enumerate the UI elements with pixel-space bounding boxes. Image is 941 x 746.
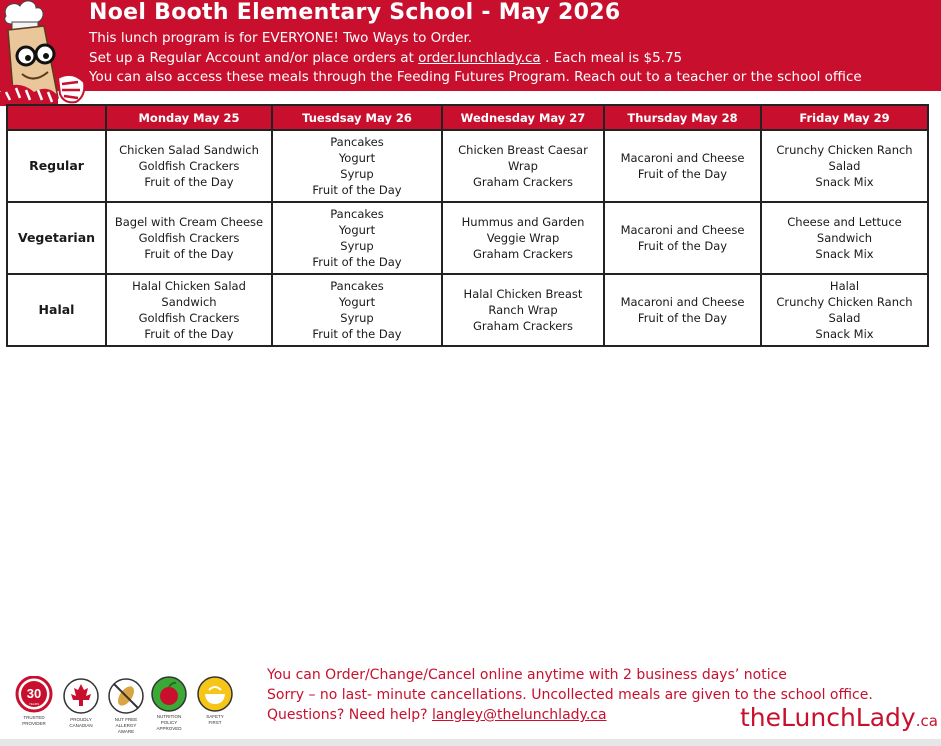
badge-strip <box>14 676 238 740</box>
menu-item: Pancakes <box>330 207 384 221</box>
badge-caption: PROVIDER <box>22 721 46 726</box>
bottom-bar <box>0 739 941 746</box>
menu-item: Hummus and Garden Veggie Wrap <box>461 215 585 245</box>
safety-bowl-icon <box>198 677 232 725</box>
help-email-link[interactable]: langley@thelunchlady.ca <box>431 707 607 723</box>
menu-cell <box>442 274 604 346</box>
menu-cell <box>604 202 761 274</box>
badge-caption: ALLERGY <box>115 723 137 728</box>
badge-caption: PROUDLY <box>70 717 92 722</box>
menu-cell <box>604 274 761 346</box>
menu-header-row <box>7 105 928 130</box>
header-banner <box>0 0 941 91</box>
badge-caption: FIRST <box>208 720 222 725</box>
menu-row-regular <box>7 130 928 202</box>
badge-caption: SAFETY <box>206 714 224 719</box>
order-link[interactable]: order.lunchlady.ca <box>418 50 541 66</box>
menu-item: Snack Mix <box>815 175 874 189</box>
menu-item: Fruit of the Day <box>312 183 402 197</box>
menu-item: Halal Chicken Salad Sandwich <box>132 279 246 309</box>
meal-type-label: Halal <box>7 274 106 346</box>
menu-item: Snack Mix <box>815 327 874 341</box>
page-title: Noel Booth Elementary School - May 2026 <box>89 0 621 25</box>
footer-order-notice: You can Order/Change/Cancel online anytime with 2 business days’ notice <box>267 667 787 683</box>
menu-cell <box>761 130 928 202</box>
badge-caption: CANADIAN <box>69 723 93 728</box>
menu-item: Fruit of the Day <box>637 311 728 325</box>
menu-cell <box>272 130 442 202</box>
menu-item: Goldfish Crackers <box>138 311 240 325</box>
menu-item: Syrup <box>340 239 374 253</box>
footer-help-line <box>267 707 607 723</box>
day-header-cell: Friday May 29 <box>761 105 928 130</box>
apple-icon <box>152 677 186 731</box>
menu-item: Fruit of the Day <box>637 167 728 181</box>
brand-logo <box>740 703 938 732</box>
menu-item: Crunchy Chicken Ranch Salad <box>776 295 913 325</box>
badge-caption: TRUSTED <box>23 715 45 720</box>
order-info-prefix: Set up a Regular Account and/or place orders at <box>89 50 414 66</box>
menu-item: Pancakes <box>330 279 384 293</box>
day-header-cell: Monday May 25 <box>106 105 272 130</box>
menu-cell <box>272 202 442 274</box>
menu-item: Graham Crackers <box>472 247 574 261</box>
menu-item: Snack Mix <box>815 247 874 261</box>
menu-item: Yogurt <box>338 223 376 237</box>
menu-cell <box>442 130 604 202</box>
menu-cell <box>442 202 604 274</box>
no-peanut-icon <box>109 679 143 734</box>
menu-row-vegetarian <box>7 202 928 274</box>
badge-caption: AWARE <box>117 729 135 734</box>
order-info-suffix: . Each meal is $5.75 <box>545 50 683 66</box>
menu-body <box>7 130 928 346</box>
menu-item: Goldfish Crackers <box>138 159 240 173</box>
menu-item: Graham Crackers <box>472 175 574 189</box>
menu-cell <box>761 202 928 274</box>
menu-item: Chicken Breast Caesar Wrap <box>458 143 588 173</box>
brand-name: theLunchLady <box>740 703 916 732</box>
thirty-years-icon <box>17 677 51 726</box>
menu-item: Pancakes <box>330 135 384 149</box>
menu-item: Fruit of the Day <box>312 255 402 269</box>
badge-caption: POLICY <box>160 720 178 725</box>
menu-item: Yogurt <box>338 151 376 165</box>
day-header-cell: Wednesday May 27 <box>442 105 604 130</box>
menu-item: Goldfish Crackers <box>138 231 240 245</box>
lunch-menu-table <box>6 104 929 347</box>
footer-cancellation-notice: Sorry – no last- minute cancellations. Uncollected meals are given to the school office. <box>267 687 873 703</box>
menu-item: Graham Crackers <box>472 319 574 333</box>
menu-item: Chicken Salad Sandwich <box>119 143 259 157</box>
menu-item: Macaroni and Cheese <box>620 295 745 309</box>
order-info-line <box>89 50 682 66</box>
menu-item: Syrup <box>340 167 374 181</box>
menu-item: Cheese and Lettuce Sandwich <box>787 215 902 245</box>
badge-number: 30 <box>26 686 42 701</box>
badge-caption: NUTRITION <box>156 714 182 719</box>
menu-item: Syrup <box>340 311 374 325</box>
meal-type-label: Vegetarian <box>7 202 106 274</box>
menu-cell <box>272 274 442 346</box>
corner-header-cell <box>7 105 106 130</box>
menu-item: Macaroni and Cheese <box>620 223 745 237</box>
maple-leaf-icon <box>64 679 98 728</box>
menu-item: Fruit of the Day <box>144 327 234 341</box>
help-prefix: Questions? Need help? <box>267 707 428 723</box>
brand-tld: .ca <box>915 712 938 730</box>
menu-item: Macaroni and Cheese <box>620 151 745 165</box>
menu-item: Crunchy Chicken Ranch Salad <box>776 143 913 173</box>
menu-cell <box>761 274 928 346</box>
lunch-lady-mascot-icon <box>0 0 88 106</box>
menu-item: Fruit of the Day <box>312 327 402 341</box>
menu-row-halal <box>7 274 928 346</box>
menu-cell <box>106 274 272 346</box>
menu-item: Halal <box>829 279 860 293</box>
badge-caption: NUT FREE <box>114 717 138 722</box>
badge-caption: APPROVED <box>156 726 182 731</box>
badge-small-text: YEARS <box>28 702 40 706</box>
menu-item: Halal Chicken Breast Ranch Wrap <box>463 287 583 317</box>
menu-item: Fruit of the Day <box>144 247 234 261</box>
menu-item: Bagel with Cream Cheese <box>114 215 264 229</box>
menu-cell <box>106 130 272 202</box>
meal-type-label: Regular <box>7 130 106 202</box>
feeding-futures-line: You can also access these meals through the Feeding Futures Program. Reach out to a teacher or the school office <box>89 69 862 85</box>
day-header-cell: Thursday May 28 <box>604 105 761 130</box>
menu-item: Yogurt <box>338 295 376 309</box>
menu-item: Fruit of the Day <box>637 239 728 253</box>
menu-item: Fruit of the Day <box>144 175 234 189</box>
day-header-cell: Tuesdsay May 26 <box>272 105 442 130</box>
menu-cell <box>106 202 272 274</box>
intro-line: This lunch program is for EVERYONE! Two Ways to Order. <box>89 30 473 46</box>
menu-cell <box>604 130 761 202</box>
